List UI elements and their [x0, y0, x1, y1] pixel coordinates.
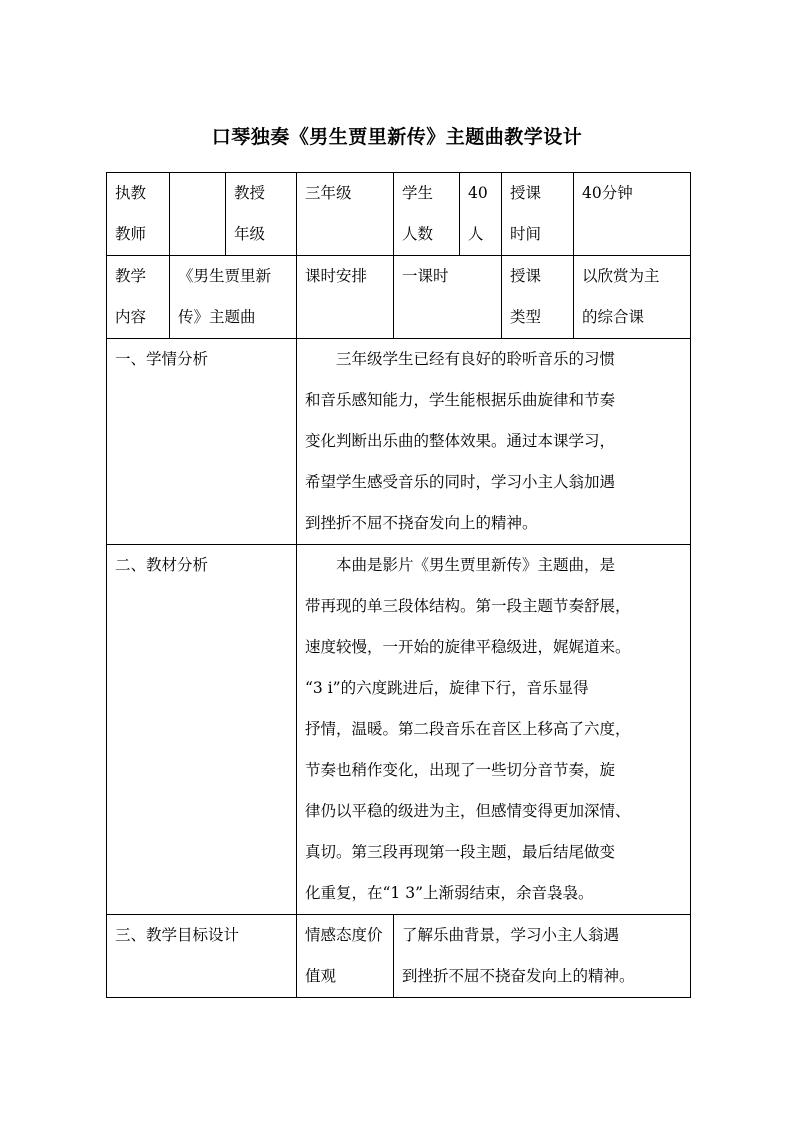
type-label: 授课 类型: [502, 256, 574, 339]
row-basic-info: [107, 173, 691, 256]
row-material-analysis: [107, 545, 691, 915]
emotion-attitude-label: 情感态度价 值观: [297, 915, 394, 998]
student-analysis-text: 三年级学生已经有良好的聆听音乐的习惯 和音乐感知能力，学生能根据乐曲旋律和节奏 变化判断出乐曲的整体效果。通过本课学习， 希望学生感受音乐的同时，学习小主人翁加遇 到挫折不屈不挠奋发向上的精神。: [297, 339, 691, 545]
student-analysis-label: 一、学情分析: [107, 339, 297, 545]
hours-value: 一课时: [394, 256, 502, 339]
teacher-value: [170, 173, 226, 256]
content-label: 教学 内容: [107, 256, 170, 339]
students-value: 40 人: [460, 173, 502, 256]
material-analysis-text: 本曲是影片《男生贾里新传》主题曲，是 带再现的单三段体结构。第一段主题节奏舒展， 速度较慢，一开始的旋律平稳级进，娓娓道来。 “3 i”的六度跳进后，旋律下行，音乐显得 抒情，温暖。第二段音乐在音区上移高了六度， 节奏也稍作变化，出现了一些切分音节奏，旋 律仍以平稳的级进为主，但感情变得更加深情、 真切。第三段再现第一段主题，最后结尾做变 化重复，在“1 3”上渐弱结束，余音袅袅。: [297, 545, 691, 915]
content-value: 《男生贾里新 传》主题曲: [170, 256, 297, 339]
grade-value: 三年级: [297, 173, 394, 256]
lesson-plan-table: [106, 172, 691, 998]
type-value: 以欣赏为主 的综合课: [574, 256, 691, 339]
document-title: 口琴独奏《男生贾里新传》主题曲教学设计: [211, 126, 583, 148]
row-student-analysis: [107, 339, 691, 545]
time-value: 40分钟: [574, 173, 691, 256]
grade-label: 教授 年级: [226, 173, 297, 256]
time-label: 授课 时间: [502, 173, 574, 256]
teaching-goals-label: 三、教学目标设计: [107, 915, 297, 998]
teacher-label: 执教 教师: [107, 173, 170, 256]
hours-label: 课时安排: [297, 256, 394, 339]
row-content-info: [107, 256, 691, 339]
students-label: 学生 人数: [394, 173, 460, 256]
emotion-attitude-text: 了解乐曲背景，学习小主人翁遇 到挫折不屈不挠奋发向上的精神。: [394, 915, 691, 998]
material-analysis-label: 二、教材分析: [107, 545, 297, 915]
row-teaching-goals: [107, 915, 691, 998]
